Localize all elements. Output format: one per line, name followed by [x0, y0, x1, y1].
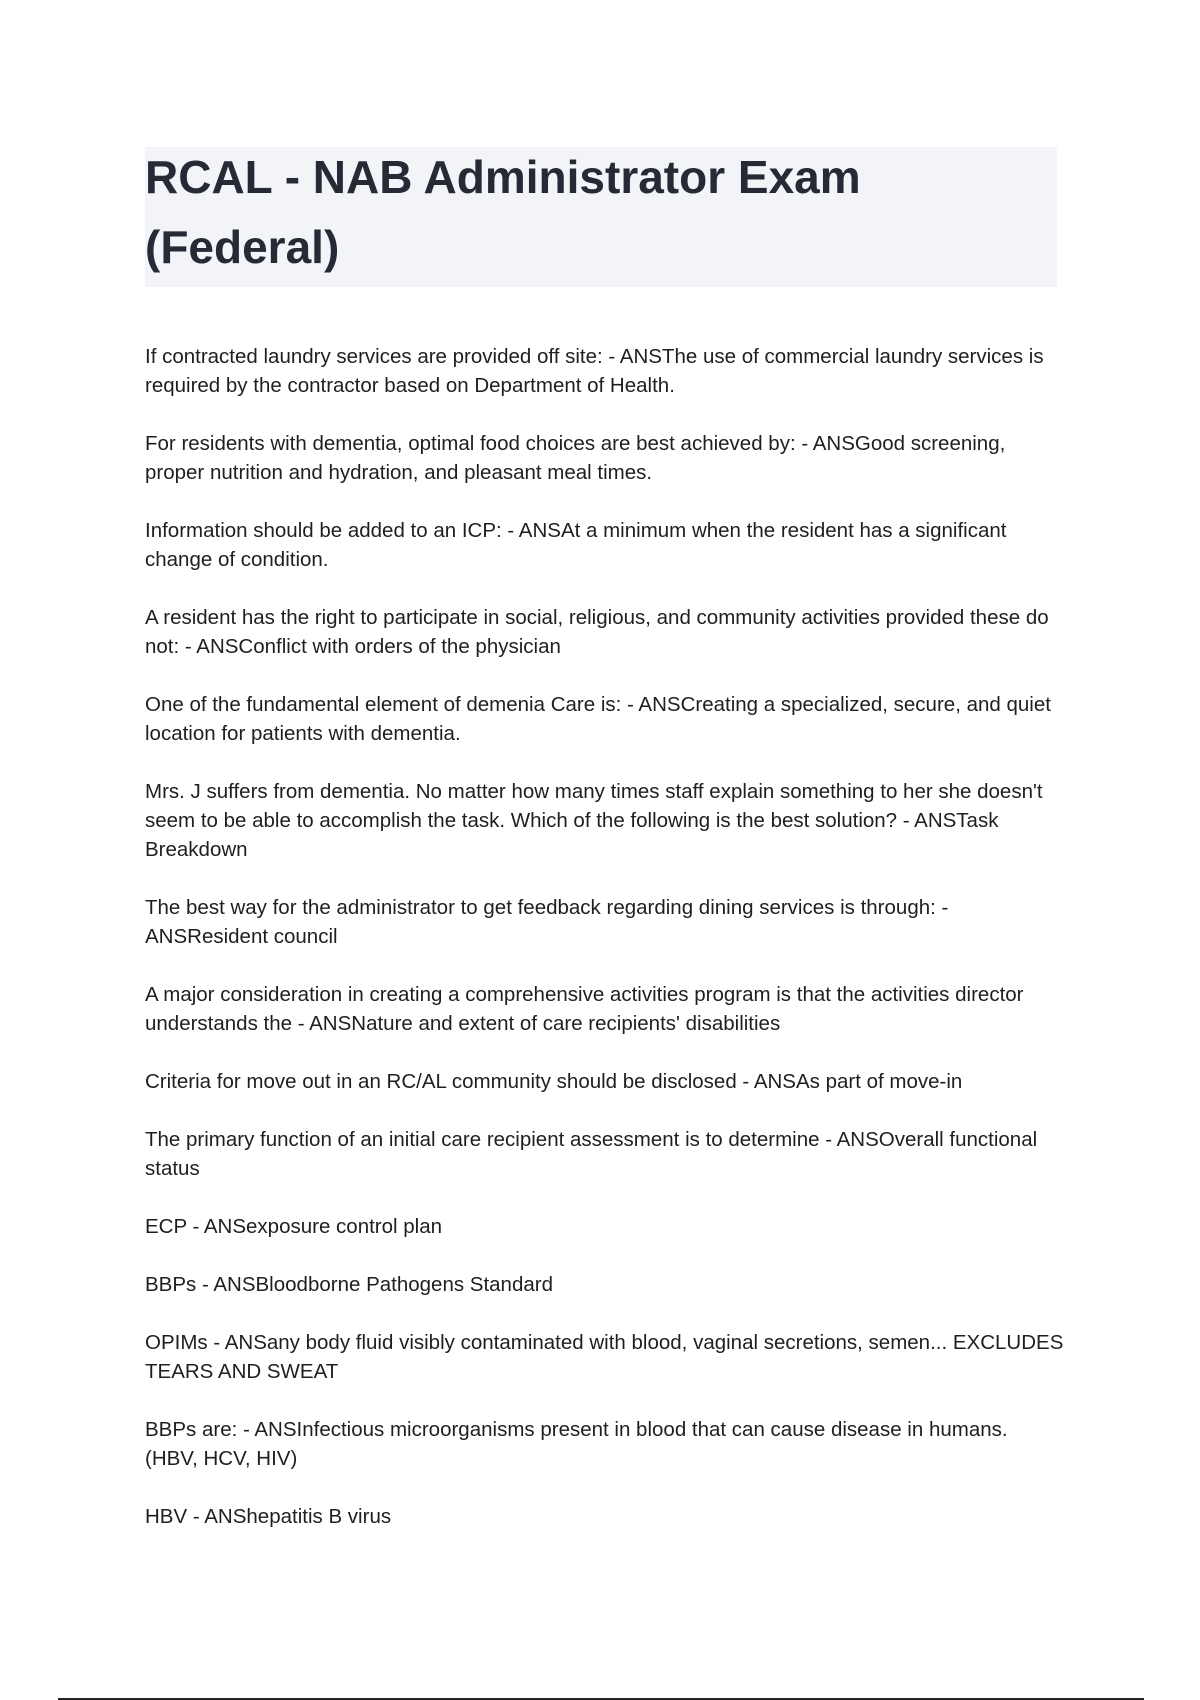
qa-item: BBPs - ANSBloodborne Pathogens Standard	[145, 1273, 553, 1296]
qa-item: If contracted laundry services are provided off site: - ANSThe use of commercial laundry services is required by the contractor based on Department of Health.	[145, 345, 1044, 397]
qa-item: OPIMs - ANSany body fluid visibly contaminated with blood, vaginal secretions, semen... EXCLUDES TEARS AND SWEAT	[145, 1331, 1064, 1383]
qa-item: ECP - ANSexposure control plan	[145, 1215, 443, 1238]
qa-item: One of the fundamental element of demenia Care is: - ANSCreating a specialized, secure, and quiet location for patients with dementia.	[145, 693, 1051, 745]
qa-item: A major consideration in creating a comprehensive activities program is that the activities director understands the - ANSNature and extent of care recipients' disabilities	[145, 983, 1024, 1035]
question-answer-list	[145, 342, 1065, 1560]
qa-item: The best way for the administrator to get feedback regarding dining services is through: - ANSResident council	[145, 896, 949, 948]
qa-item: Mrs. J suffers from dementia. No matter how many times staff explain something to her she doesn't seem to be able to accomplish the task. Which of the following is the best solution? - ANSTask Breakdown	[145, 780, 1043, 861]
qa-item: For residents with dementia, optimal food choices are best achieved by: - ANSGood screening, proper nutrition and hydration, and pleasant meal times.	[145, 432, 1006, 484]
qa-item: Criteria for move out in an RC/AL community should be disclosed - ANSAs part of move-in	[145, 1070, 963, 1093]
qa-item: Information should be added to an ICP: - ANSAt a minimum when the resident has a significant change of condition.	[145, 519, 1007, 571]
document-title: RCAL - NAB Administrator Exam (Federal)	[145, 151, 861, 273]
qa-item: The primary function of an initial care recipient assessment is to determine - ANSOverall functional status	[145, 1128, 1038, 1180]
qa-item: BBPs are: - ANSInfectious microorganisms present in blood that can cause disease in humans. (HBV, HCV, HIV)	[145, 1418, 1008, 1470]
qa-item: HBV - ANShepatitis B virus	[145, 1505, 392, 1528]
qa-item: A resident has the right to participate in social, religious, and community activities provided these do not: - ANSConflict with orders of the physician	[145, 606, 1049, 658]
